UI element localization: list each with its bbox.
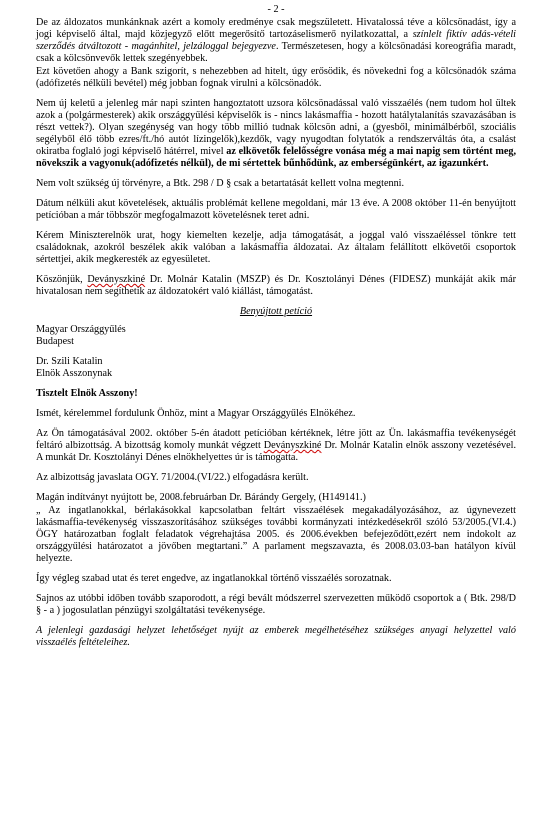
address-line-2: Budapest <box>36 336 74 347</box>
p7-text-a: Köszönjük, <box>36 274 88 285</box>
p1-text-a: De az áldozatos munkánknak azért a komoly eredménye csak megszületett. Hivatalossá téve a kölcsönadást, így a jogi képviselő által, majd közjegyző előtt megerősítő tartozáselismerő nyilatkozattal, a <box>36 17 516 40</box>
p1-text-b: . Természetesen, hogy a kölcsönadási koreográfia maradt, csak a kölcsönvevők lettek szegényebbek. <box>36 41 516 64</box>
address-line-4: Elnök Asszonynak <box>36 368 113 379</box>
p3-text: Nem új keletű a jelenleg már napi szinten hangoztatott uzsora kölcsönadással való visszaélés (nem tudom hol ültek azok a (polgármesterek) akik országgyűlési képviselők is - nincs lakásmaffia - hozott hatálytalanítás szavazásában is részt vettek?). Olyan szegénység van hogy több millió tudnak kölcsön adni, a (gyesből, minimálbérből, szociális segélyből élő több ezres/ft./hó autót lízingelők),kezdők, vagy nyugodtan folytatók a rendszerváltás óta, a csalást okiratba foglaló jogi képviselő hátérrel, mivel <box>36 98 516 157</box>
paragraph-12: „ Az ingatlanokkal, bérlakásokkal kapcsolatban feltárt visszaélések megakadályozásához, az úgynevezett lakásmaffia-tevékenység visszaszorításához szükséges további kormányzati intézkedésekről szóló 53/2005.(VI.4.) ÖGY határozatban foglalt feladatok végrehajtása 2005. és 2006.években befejeződött,ezért nem indokolt az országgyűlési határozatot a jövőben megtartani.” A parlament megszavazta, és 2008.03.03-ban hatályon kívül helyezte. <box>36 505 516 564</box>
paragraph-3 <box>36 98 516 170</box>
paragraph-11: Magán indítványt nyújtott be, 2008.februárban Dr. Bárándy Gergely, (H149141.) <box>36 492 366 503</box>
paragraph-5: Dátum nélküli akut követelések, aktuális problémát kellene megoldani, már 13 éve. A 2008 október 11-én benyújtott petícióban a már többször megfogalmazott követelésnek teret adni. <box>36 198 516 221</box>
paragraph-8: Ismét, kérelemmel fordulunk Önhöz, mint a Magyar Országgyűlés Elnökéhez. <box>36 408 356 419</box>
paragraph-2: Ezt követően ahogy a Bank szigorít, s nehezebben ad hitelt, úgy erősödik, és növekedni fog a kölcsönadók száma (adófizetés nélküli bevétel) még jobban fognak virulni a kölcsönadók. <box>36 66 516 89</box>
paragraph-14: Sajnos az utóbbi időben tovább szaporodott, a régi bevált módszerrel szervezetten működő csoportok a ( Btk. 298/D § - a ) jogosulatlan pénzügyi szolgáltatási tevékenysége. <box>36 593 516 616</box>
p1-italic: színlelt fiktív adás-vételi szerződés átváltozott - magánhitel, jelzáloggal bejegyezve <box>36 29 516 52</box>
paragraph-7 <box>36 274 516 298</box>
address-line-1: Magyar Országgyűlés <box>36 324 126 335</box>
p9-name: Deványszkiné <box>263 440 322 451</box>
paragraph-1 <box>36 17 516 65</box>
paragraph-9 <box>36 428 516 464</box>
salutation: Tisztelt Elnök Asszony! <box>36 388 138 399</box>
p3-bold: az elkövetők felelősségre vonása még a mai napig sem történt meg, növekszik a vagyonuk(adófizetés nélkül), de mi sértettek bűnhődünk, az emberségünkért, az igazunkért. <box>36 146 517 169</box>
p7-name: Deványszkiné <box>87 274 146 285</box>
page-number: - 2 - <box>267 4 285 15</box>
paragraph-13: Így végleg szabad utat és teret engedve, az ingatlanokkal történő visszaélés sorozatnak. <box>36 573 392 584</box>
p9-text-a: Az Ön támogatásával 2002. október 5-én átadott petícióban kértéknek, létre jött az Ün. lakásmaffia tevékenységét feltáró albizottság. A bizottság komoly munkát végzett <box>36 428 516 451</box>
p7-text-b: Dr. Molnár Katalin (MSZP) és Dr. Kosztolányi Dénes (FIDESZ) munkáját akik már hivatalosan nem segíthetik az áldozatokért való kiállást, támogatást. <box>36 274 516 297</box>
section-title: Benyújtott petíció <box>239 306 313 317</box>
paragraph-6: Kérem Miniszterelnök urat, hogy kiemelten kezelje, adja támogatását, a joggal való visszaéléssel tönkre tett családoknak, azokról beszélek akik valóban a lakásmaffia áldozatai. Az általam felállított elkövetői csoportok sértettjei, akik megkeresték az egyesületet. <box>36 230 516 265</box>
paragraph-15: A jelenlegi gazdasági helyzet lehetőséget nyújt az emberek megélhetéséhez szükséges anyagi helyzettel való visszaélés feltételeihez. <box>36 625 516 648</box>
p9-text-b: Dr. Molnár Katalin elnök asszony vezetésével. A munkát Dr. Kosztolányi Dénes elnökhelyettes úr is támogatta. <box>36 440 517 463</box>
paragraph-10: Az albizottság javaslata OGY. 71/2004.(VI/22.) elfogadásra került. <box>36 472 309 483</box>
paragraph-4: Nem volt szükség új törvényre, a Btk. 298 / D § csak a betartatását kellett volna megtenni. <box>36 178 405 189</box>
address-line-3: Dr. Szili Katalin <box>36 356 103 367</box>
document-page <box>36 4 516 657</box>
